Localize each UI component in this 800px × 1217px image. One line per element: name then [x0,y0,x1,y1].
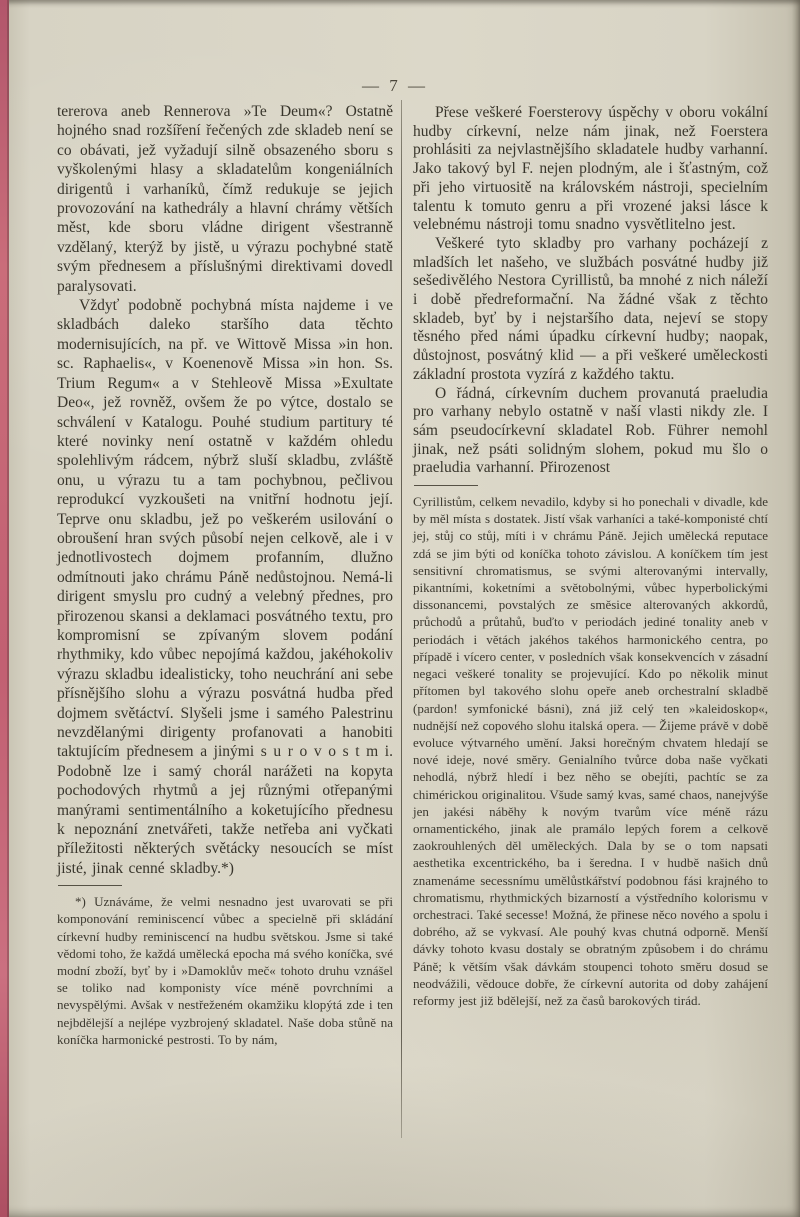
page-edge-strip [0,0,9,1217]
paragraph-continuation: tererova aneb Rennerova »Te Deum«? Ostatně hojného snad rozšíření řečených zde skladeb není se co obávati, jež vyžadují silně obsazeného sboru s vyškolenými hlasy a skladatelům kongeniálních dirigentů i varhaníků, čímž redukuje se jejich provozování na kathedrály a hlavní chrámy větších měst, kde sboru vládne dirigent všestranně vzdělaný, kterýž by jistě, u výrazu pochybné statě svým přednesem a příslušnými direktivami dovedl paralysovati. [57,103,393,295]
footnote-text: Uznáváme, že velmi nesnadno jest uvarovati se při komponování reminiscencí vůbec a specielně při skládání církevní hudby reminiscencí na hudbu světskou. Jsme si také vědomi toho, že každá umělecká epocha má svého koníčka, své modní zboží, byť by i »Damoklův meč« tohoto druhu vznášel se toliko nad komponisty více méně povrchními a nevyspělými. Avšak v nestřeženém okamžiku klopýtá zde i ten nejbdělejší a nejlépe vyzbrojený skladatel. Naše doba stůně na koníčka harmonické pestrosti. To by nám, [57,894,394,1047]
footnote-marker: *) [75,894,86,910]
footnote-continuation: Cyrillistům, celkem nevadilo, kdyby si ho ponechali v divadle, kde by měl místa s dostatek. Jistí však varhaníci a také-komponisté chtí jej, stůj co stůj, míti i v chrámu Páně. Jejich umělecká reputace zdá se jim býti od koníčka tohoto závislou. A koníčkem tím jest sensitivní chromatismus, se svými alterovanými intervally, pikantními, koketními a světobolnými, vůbec hyperbolickými dissonancemi, povstalých ze směsice alterovaných akkordů, průchodů a průtahů, buďto v periodách jediné tonality aneb v periodách i větách jakéhos takéhos harmonického centra, po případě i vícero center, v posledních však konsekvencích v zásadní negaci veškeré tonality se projevující. Kdo po několik minut přítomen byl takového slohu opeře aneb orchestralní skladbě (pardon! symfonické básni), zná již celý ten »kaleidoskop«, nudnější než copového slohu italská opera. — Žijeme právě v době evoluce výtvarného umění. Jaksi horečným chvatem hledají se nové ideje, nové směry. Genialního tvůrce doba naše vyčkati nehodlá, nýbrž hledí i bez něho se obejíti, pachtíc se za chimérickou originalitou. Všude samý kvas, samé chaos, nanejvýše jen jakési náběhy k novým tvarům více méně rázu ornamentického, jinak ale pramálo lepých forem a celkově zaokrouhlených děl uměleckých. Dala by se o tom napsati aesthetika excentrického, ba i šeredna. I v hudbě našich dnů znamenáme secessnímu umělůstkářství podobnou fási krajného to chromatismu, rhythmických bizarností a výstředního kolorismu v orchestraci. Také secesse! Možná, že přinese něco nového a spolu i dobrého, až se vykvasí. Ale pouhý kvas chutná odporně. Menší dávky tohoto kvasu dostaly se obratným způsobem i do chrámu Páně; k větším však dávkám stoupenci tohoto směru dosud se neodvážili, vědouce dobře, že církevní autorita od doby zahájení reformy jest již bdělejší, než za časů barokových tirád. [413,494,768,1008]
paragraph: Veškeré tyto skladby pro varhany pocházejí z mladších let našeho, ve službách posvátné hudby již sešedivělého Nestora Cyrillistů, ba mnohé z nich náleží i době předreformační. Na žádné však z těchto skladeb, byť by i nejstaršího data, nejeví se stopy těsného před námi úpadku církevní hudby; naopak, důstojnost, posvátný klid — a při veškeré uměleckosti základní prostota vyzírá z každého taktu. [413,234,768,383]
footnote [57,893,393,1048]
paragraph: Přese veškeré Foersterovy úspěchy v oboru vokální hudby církevní, nelze nám jinak, než Foerstera prohlásiti za nejvlastnějšího skladatele hudby varhanní. Jako takový byl F. nejen plodným, ale i šťastným, což při jeho virtuositě na královském nástroji, specielním talentu k tomuto genru a při vrozené jaksi lásce k velebnému nástroji tomu snadno vysvětlitelno jest. [413,104,768,234]
paragraph: O řádná, církevním duchem provanutá praeludia pro varhany nebylo ostatně v naší vlasti nikdy zle. I sám pseudocírkevní skladatel Rob. Führer nemohl jinak, než psáti solidným slohem, pokud mu šlo o praeludia varhanní. Přirozenost [413,384,768,477]
column-divider-rule [401,100,402,1138]
footnote-divider-rule [58,885,122,886]
page-number: — 7 — [362,76,428,95]
note-divider-rule [414,485,478,486]
left-column [57,102,393,1048]
right-column [413,104,768,1009]
paragraph: Vždyť podobně pochybná místa najdeme i ve skladbách daleko staršího data těchto modernisujících, na př. ve Wittově Missa »in hon. sc. Raphaelis«, v Koenenově Missa »in hon. Ss. Trium Regum« a v Stehleově Missa »Exultate Deo«, jež rovněž, ovšem že po výtce, dostalo se schválení v Katalogu. Pouhé studium partitury té které novinky není ostatně v každém ohledu spolehlivým rádcem, nýbrž sluší skladbu, zvláště onu, u výrazu tu a tam pochybnou, pečlivou reprodukcí vyzkoušeti na vnitřní hodnotu její. Teprve onu skladbu, jež po veškerém usilování o obroušení hran svých působí nejen celkově, ale i v jednotlivostech dojmem profanním, dlužno odmítnouti jako chrámu Páně nedůstojnou. Nemá-li dirigent smyslu pro cudný a velebný přednes, pro přirozenou skansi a deklamaci posvátného textu, pro kompromisní se zpívaným slovem podání rhythmiky, kdo vůbec nepojímá každou, jakéhokoliv výrazu skladbu idealisticky, toho neuchrání ani sebe přísnějšího slohu a výrazu posvátná hudba před dojmem světáctví. Slyšeli jsme i samého Palestrinu nevzdělanými dirigenty profanovati a hanobiti taktujícím přednesem a jinými s u r o v o s t m i. Podobně lze i samý chorál narážeti na kopyta pochodových rhytmů a jej různými otřepanými manýrami sentimentálního a koketujícího přednesu k nepoznání znetvářeti, takže netřeba ani vyčkati příležitosti některých světácky nesoucích se míst jisté, jinak cenné skladby.*) [57,297,393,877]
